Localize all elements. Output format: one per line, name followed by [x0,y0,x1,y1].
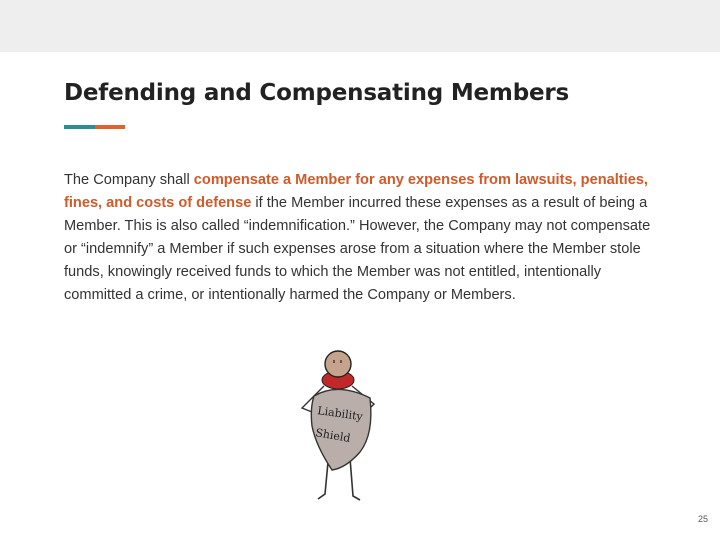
top-band [0,0,720,52]
shield-text-liability: Liability [316,404,364,424]
page-number: 25 [697,514,708,524]
head [325,351,351,377]
left-leg [318,462,328,499]
body-text-intro: The Company shall [64,172,194,188]
title-accent-bar [64,125,125,129]
shield-text-shield: Shield [314,426,352,446]
right-leg [350,458,360,500]
liability-shield-illustration [288,346,388,510]
accent-orange-segment [95,125,125,129]
accent-teal-segment [64,125,95,129]
body-text-rest: if the Member incurred these expenses as a result of being a Member. This is also called “indemnification.” However, the Company may not compensate or “indemnify” a Member if such expenses arose from a situation where the Member stole funds, knowingly received funds to which the Member was not entitled, intentionally committed a crime, or intentionally harmed the Company or Members. [64,195,651,303]
slide-title: Defending and Compensating Members [64,80,569,106]
body-text-highlight: compensate a Member for any expenses from lawsuits, penalties, fines, and costs of defense [64,172,648,211]
body-paragraph [64,169,664,307]
